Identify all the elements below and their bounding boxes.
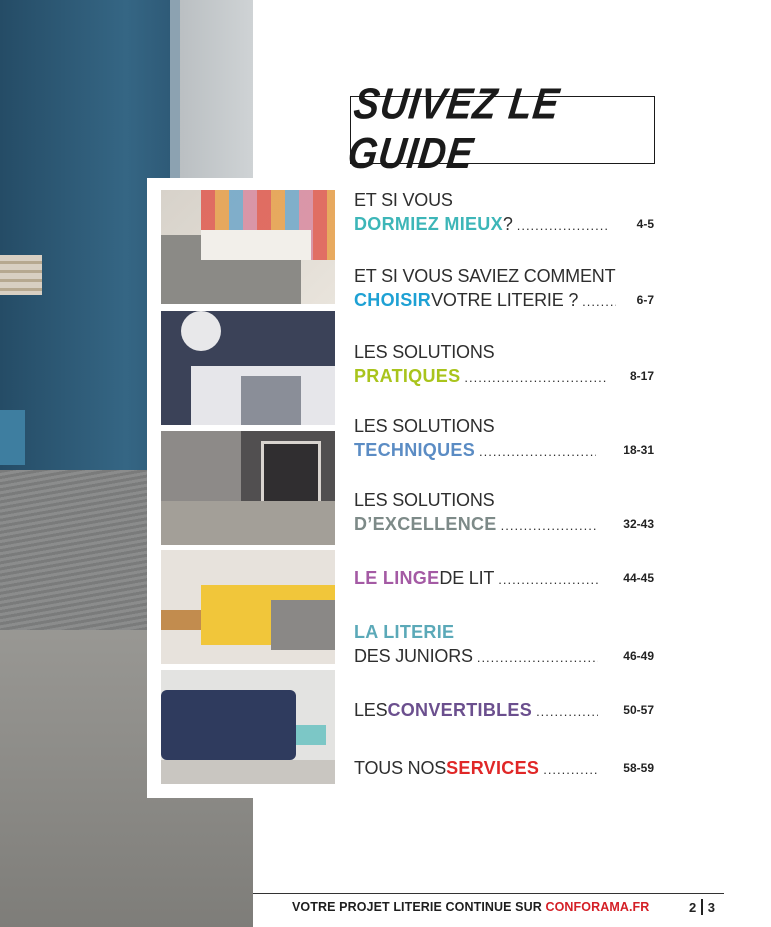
nightstand	[0, 410, 25, 465]
toc-entry-convertibles[interactable]: LES CONVERTIBLES ..... 50-57	[354, 698, 654, 722]
toc-keyword: PRATIQUES	[354, 366, 461, 386]
page-title: SUIVEZ LE GUIDE	[345, 80, 563, 179]
toc-page: 58-59	[623, 761, 654, 775]
toc-page: 50-57	[623, 703, 654, 717]
toc-line1: ET SI VOUS SAVIEZ COMMENT	[354, 266, 616, 286]
wall-frame	[175, 0, 253, 200]
toc-page: 46-49	[623, 649, 654, 663]
toc-page: 6-7	[636, 293, 654, 307]
toc-line2: DES JUNIORS	[354, 646, 473, 666]
footer-text: VOTRE PROJET LITERIE CONTINUE SUR CONFORAMA.FR	[292, 900, 650, 914]
thumbnail-techniques	[161, 431, 335, 545]
toc-entry-excellence[interactable]	[354, 488, 654, 536]
toc-page: 44-45	[623, 571, 654, 585]
toc-entry-dormiez[interactable]: ET SI VOUS DORMIEZ MIEUX ? ..... 4-5	[354, 188, 654, 236]
toc-line1: LES SOLUTIONS	[354, 416, 495, 436]
thumbnail-convertibles	[161, 670, 335, 784]
thumbnail-linge	[161, 550, 335, 664]
toc-page: 4-5	[636, 217, 654, 231]
page-numbers	[689, 899, 715, 915]
thumbnail-dormiez	[161, 190, 335, 304]
footer-site-link[interactable]: CONFORAMA.FR	[545, 900, 650, 914]
toc-line1: LES SOLUTIONS	[354, 490, 495, 510]
page-separator	[701, 899, 703, 915]
toc-keyword: DORMIEZ MIEUX	[354, 214, 503, 234]
toc-keyword: D’EXCELLENCE	[354, 514, 497, 534]
footer-divider	[253, 893, 724, 894]
toc-keyword: SERVICES	[446, 758, 540, 778]
toc-keyword: LA LITERIE	[354, 622, 455, 642]
toc-keyword: CHOISIR	[354, 290, 432, 310]
toc-page: 32-43	[623, 517, 654, 531]
toc-entry-pratiques[interactable]	[354, 340, 654, 388]
toc-keyword: TECHNIQUES	[354, 440, 476, 460]
toc-page: 18-31	[623, 443, 654, 457]
toc-entry-literie[interactable]	[354, 620, 654, 668]
books	[0, 255, 42, 295]
toc-entry-techniques[interactable]	[354, 414, 654, 462]
toc-page: 8-17	[629, 369, 654, 383]
page-number-left: 2	[689, 899, 697, 915]
page-title-box	[345, 80, 655, 179]
thumbnail-pratiques	[161, 311, 335, 425]
page-number-right: 3	[707, 899, 715, 915]
toc-line1: ET SI VOUS	[354, 190, 453, 210]
toc-entry-linge[interactable]: LE LINGE DE LIT ..... 44-45	[354, 566, 654, 590]
toc-keyword: CONVERTIBLES	[387, 700, 533, 720]
toc-keyword: LE LINGE	[354, 568, 440, 588]
toc-entry-choisir[interactable]: ET SI VOUS SAVIEZ COMMENT CHOISIR VOTRE LITERIE ? ..... 6-7	[354, 264, 654, 312]
thumbnail-column	[147, 178, 345, 798]
toc-entry-services[interactable]: TOUS NOS SERVICES ..... 58-59	[354, 756, 654, 780]
toc-line1: LES SOLUTIONS	[354, 342, 495, 362]
